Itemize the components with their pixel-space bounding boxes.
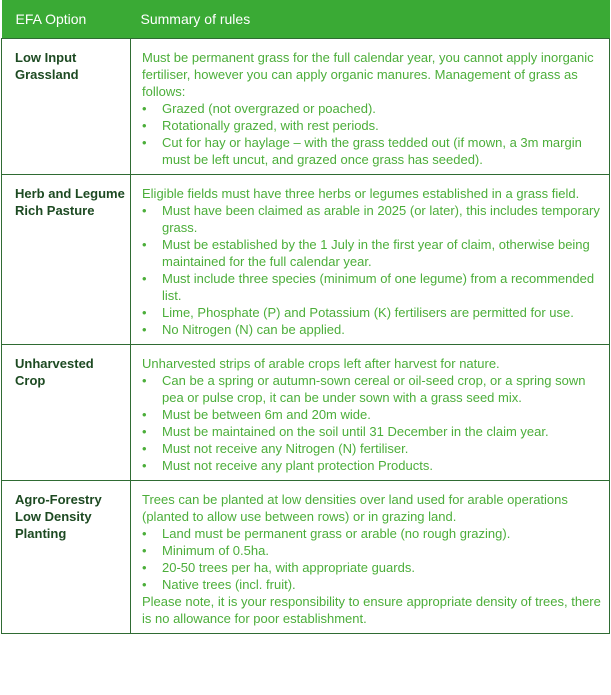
rules-summary bbox=[131, 39, 610, 175]
rule-item: • Lime, Phosphate (P) and Potassium (K) fertilisers are permitted for use. bbox=[162, 304, 601, 321]
rule-item: • Can be a spring or autumn-sown cereal or oil-seed crop, or a spring sown pea or pulse crop, it can be under sown with a grass seed mix. bbox=[162, 372, 601, 406]
rule-item: • Land must be permanent grass or arable (no rough grazing). bbox=[162, 525, 601, 542]
rules-intro: Eligible fields must have three herbs or legumes established in a grass field. bbox=[142, 186, 580, 201]
table-row bbox=[2, 39, 610, 175]
rules-intro: Must be permanent grass for the full calendar year, you cannot apply inorganic fertiliser, however you can apply organic manures. Management of grass as follows: bbox=[142, 50, 594, 99]
efa-rules-table bbox=[1, 0, 610, 634]
rules-list bbox=[142, 525, 601, 593]
table-row bbox=[2, 175, 610, 345]
rules-intro: Unharvested strips of arable crops left after harvest for nature. bbox=[142, 356, 500, 371]
rule-item: • Must be established by the 1 July in the first year of claim, otherwise being maintained for the full calendar year. bbox=[162, 236, 601, 270]
rule-item: • Minimum of 0.5ha. bbox=[162, 542, 601, 559]
rule-item: • Grazed (not overgrazed or poached). bbox=[162, 100, 601, 117]
table-row bbox=[2, 345, 610, 481]
rules-list bbox=[142, 202, 601, 338]
rule-item: • Must not receive any plant protection Products. bbox=[162, 457, 601, 474]
efa-option-name: Low Input Grassland bbox=[2, 39, 131, 175]
efa-option-name: Unharvested Crop bbox=[2, 345, 131, 481]
rules-list bbox=[142, 100, 601, 168]
rules-summary bbox=[131, 175, 610, 345]
rule-item: • Must not receive any Nitrogen (N) fertiliser. bbox=[162, 440, 601, 457]
rules-summary bbox=[131, 481, 610, 634]
rules-note: Please note, it is your responsibility to ensure appropriate density of trees, there is no allowance for poor establishment. bbox=[142, 594, 601, 626]
rules-intro: Trees can be planted at low densities over land used for arable operations (planted to allow use between rows) or in grazing land. bbox=[142, 492, 568, 524]
rules-summary bbox=[131, 345, 610, 481]
header-summary-of-rules: Summary of rules bbox=[131, 0, 610, 39]
table-row bbox=[2, 481, 610, 634]
header-efa-option: EFA Option bbox=[2, 0, 131, 39]
rule-item: • Rotationally grazed, with rest periods. bbox=[162, 117, 601, 134]
rules-list bbox=[142, 372, 601, 474]
rule-item: • Native trees (incl. fruit). bbox=[162, 576, 601, 593]
header-row bbox=[2, 0, 610, 39]
rule-item: • Must be between 6m and 20m wide. bbox=[162, 406, 601, 423]
rule-item: • Must have been claimed as arable in 2025 (or later), this includes temporary grass. bbox=[162, 202, 601, 236]
rule-item: • Cut for hay or haylage – with the grass tedded out (if mown, a 3m margin must be left uncut, and grazed once grass has seeded). bbox=[162, 134, 601, 168]
rule-item: • No Nitrogen (N) can be applied. bbox=[162, 321, 601, 338]
rule-item: • 20-50 trees per ha, with appropriate guards. bbox=[162, 559, 601, 576]
efa-option-name: Herb and Legume Rich Pasture bbox=[2, 175, 131, 345]
efa-option-name: Agro-Forestry Low Density Planting bbox=[2, 481, 131, 634]
rule-item: • Must be maintained on the soil until 31 December in the claim year. bbox=[162, 423, 601, 440]
rule-item: • Must include three species (minimum of one legume) from a recommended list. bbox=[162, 270, 601, 304]
